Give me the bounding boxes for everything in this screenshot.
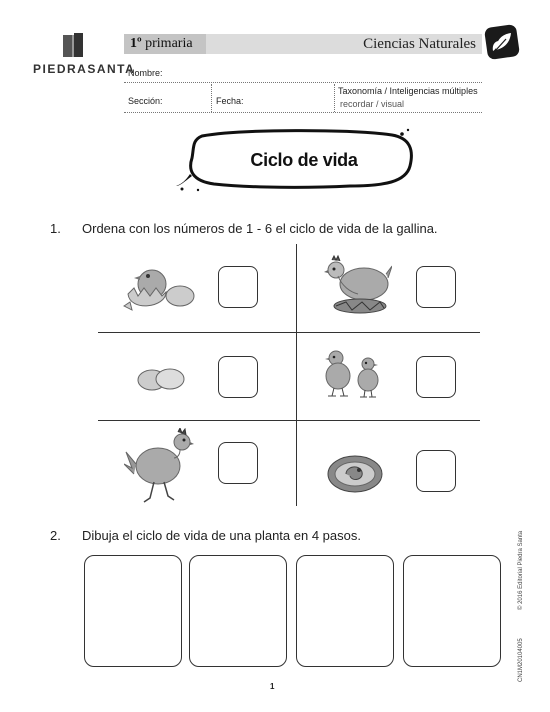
answer-box-2[interactable] xyxy=(416,266,456,308)
drawing-box-1[interactable] xyxy=(84,555,182,667)
hatching-chick-icon xyxy=(120,262,200,316)
grid-line-horizontal xyxy=(98,420,480,421)
book-logo-icon xyxy=(62,32,84,60)
question-text: Dibuja el ciclo de vida de una planta en 4 pasos. xyxy=(82,528,361,543)
drawing-box-4[interactable] xyxy=(403,555,501,667)
taxonomy-label: Taxonomía / Inteligencias múltiples xyxy=(338,86,478,96)
page-number: 1 xyxy=(270,682,275,691)
product-code: CN1M20104005 xyxy=(518,638,524,682)
taxonomy-values: recordar / visual xyxy=(340,99,405,109)
hen-on-nest-icon xyxy=(322,252,392,318)
section-line xyxy=(124,112,482,113)
publisher-logo: PIEDRASANTA xyxy=(33,62,136,76)
answer-box-3[interactable] xyxy=(218,356,258,398)
question-text: Ordena con los números de 1 - 6 el ciclo de vida de la gallina. xyxy=(82,221,438,236)
question-number: 2. xyxy=(50,528,61,543)
drawing-box-3[interactable] xyxy=(296,555,394,667)
grade-label: 1º primaria xyxy=(130,36,193,51)
embryo-egg-icon xyxy=(326,452,384,496)
divider xyxy=(211,84,212,112)
subject-title: Ciencias Naturales xyxy=(363,36,476,52)
question-number: 1. xyxy=(50,221,61,236)
answer-box-4[interactable] xyxy=(416,356,456,398)
divider xyxy=(334,84,335,112)
answer-box-5[interactable] xyxy=(218,442,258,484)
grid-line-horizontal xyxy=(98,332,480,333)
page-title: Ciclo de vida xyxy=(250,150,358,170)
section-label: Sección: xyxy=(128,96,163,106)
answer-box-1[interactable] xyxy=(218,266,258,308)
answer-box-6[interactable] xyxy=(416,450,456,492)
name-label: Nombre: xyxy=(128,68,163,78)
date-label: Fecha: xyxy=(216,96,244,106)
drawing-box-2[interactable] xyxy=(189,555,287,667)
grid-line-vertical xyxy=(296,244,297,506)
leaf-icon xyxy=(484,24,520,60)
copyright-text: © 2016 Editorial Piedra Santa xyxy=(518,530,524,610)
chicks-icon xyxy=(320,348,386,400)
eggs-icon xyxy=(134,364,188,394)
name-line[interactable] xyxy=(124,82,482,83)
hen-icon xyxy=(124,428,194,504)
